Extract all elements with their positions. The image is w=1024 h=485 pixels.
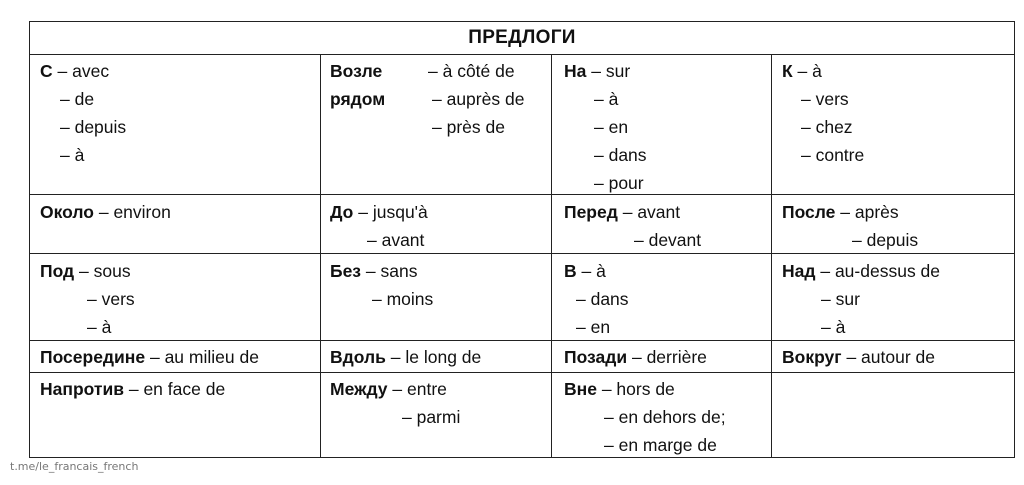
translation: au milieu de bbox=[164, 347, 259, 367]
preposition-word: Напротив bbox=[40, 379, 124, 399]
translation: – à bbox=[821, 317, 846, 337]
translation: après bbox=[854, 202, 899, 222]
translation: – depuis bbox=[60, 117, 127, 137]
preposition-word: В bbox=[564, 261, 577, 281]
translation: – contre bbox=[801, 145, 865, 165]
row-divider bbox=[30, 194, 1014, 195]
cell-mezhdu-line-1 bbox=[330, 375, 447, 403]
translation: – dans bbox=[576, 289, 629, 309]
dash: – bbox=[627, 347, 647, 367]
translation: autour de bbox=[861, 347, 935, 367]
translation: derrière bbox=[646, 347, 707, 367]
translation: le long de bbox=[405, 347, 482, 367]
prepositions-table bbox=[29, 21, 1015, 458]
dash: – bbox=[792, 61, 813, 81]
preposition-word: Позади bbox=[564, 347, 628, 367]
dash: – bbox=[576, 261, 597, 281]
dash: – bbox=[74, 261, 94, 281]
translation: entre bbox=[407, 379, 447, 399]
dash: – bbox=[145, 347, 165, 367]
dash: – bbox=[52, 61, 73, 81]
cell-vdol bbox=[330, 343, 481, 371]
preposition-word: С bbox=[40, 61, 53, 81]
cell-posle-line-1 bbox=[782, 198, 899, 226]
column-divider bbox=[771, 55, 772, 457]
translation: environ bbox=[113, 202, 171, 222]
translation: – moins bbox=[372, 289, 434, 309]
cell-v-line-1 bbox=[564, 257, 606, 285]
translation: – de bbox=[60, 89, 95, 109]
translation: en face de bbox=[143, 379, 226, 399]
translation: – avant bbox=[367, 230, 425, 250]
translation: – dans bbox=[594, 145, 647, 165]
translation: avant bbox=[637, 202, 681, 222]
cell-na-line-1 bbox=[564, 57, 630, 85]
cell-okolo-line-1 bbox=[40, 198, 171, 226]
translation: avec bbox=[72, 61, 110, 81]
cell-naprotiv-line-1 bbox=[40, 375, 225, 403]
dash: – bbox=[385, 347, 406, 367]
preposition-word: Перед bbox=[564, 202, 618, 222]
dash: – bbox=[586, 61, 606, 81]
preposition-word: рядом bbox=[330, 89, 386, 109]
translation: – en marge de bbox=[604, 435, 717, 455]
cell-pod-line-1 bbox=[40, 257, 131, 285]
cell-bez-line-1 bbox=[330, 257, 417, 285]
source-watermark: t.me/le_francais_french bbox=[10, 460, 139, 473]
dash: – bbox=[93, 202, 114, 222]
translation: – à bbox=[60, 145, 85, 165]
translation: – devant bbox=[634, 230, 702, 250]
preposition-word: Над bbox=[782, 261, 816, 281]
dash: – bbox=[387, 379, 408, 399]
preposition-word: На bbox=[564, 61, 587, 81]
dash: – bbox=[815, 261, 835, 281]
translation: sans bbox=[380, 261, 418, 281]
preposition-word: Возле bbox=[330, 61, 383, 81]
column-divider bbox=[320, 55, 321, 457]
cell-vokrug bbox=[782, 343, 935, 371]
translation: – sur bbox=[821, 289, 860, 309]
row-divider bbox=[30, 372, 1014, 373]
translation: jusqu'à bbox=[372, 202, 428, 222]
translation: – auprès de bbox=[432, 89, 525, 109]
preposition-word: Вдоль bbox=[330, 347, 386, 367]
translation: – parmi bbox=[402, 407, 461, 427]
translation: – chez bbox=[801, 117, 853, 137]
translation: sous bbox=[93, 261, 131, 281]
translation: sur bbox=[605, 61, 631, 81]
translation: – vers bbox=[801, 89, 849, 109]
preposition-word: К bbox=[782, 61, 793, 81]
preposition-word: До bbox=[330, 202, 354, 222]
translation: – à bbox=[87, 317, 112, 337]
translation: au-dessus de bbox=[834, 261, 941, 281]
cell-vne-line-1 bbox=[564, 375, 675, 403]
dash: – bbox=[835, 202, 855, 222]
preposition-word: Посередине bbox=[40, 347, 146, 367]
preposition-word: Между bbox=[330, 379, 388, 399]
translation: – depuis bbox=[852, 230, 919, 250]
preposition-word: После bbox=[782, 202, 836, 222]
translation: – en bbox=[576, 317, 611, 337]
table-title: ПРЕДЛОГИ bbox=[30, 22, 1014, 55]
dash: – bbox=[361, 261, 381, 281]
preposition-word: Вне bbox=[564, 379, 597, 399]
column-divider bbox=[551, 55, 552, 457]
translation: à bbox=[596, 261, 606, 281]
cell-pered-line-1 bbox=[564, 198, 680, 226]
row-divider bbox=[30, 340, 1014, 341]
dash: – bbox=[123, 379, 144, 399]
translation: – vers bbox=[87, 289, 135, 309]
cell-nad-line-1 bbox=[782, 257, 940, 285]
cell-do-line-1 bbox=[330, 198, 428, 226]
translation: – à bbox=[594, 89, 619, 109]
cell-pozadi bbox=[564, 343, 707, 371]
cell-k-line-1 bbox=[782, 57, 822, 85]
preposition-word: Без bbox=[330, 261, 362, 281]
translation: – près de bbox=[432, 117, 505, 137]
translation: hors de bbox=[616, 379, 675, 399]
translation: – pour bbox=[594, 173, 644, 193]
dash: – bbox=[841, 347, 862, 367]
translation: à bbox=[812, 61, 822, 81]
preposition-word: Около bbox=[40, 202, 94, 222]
cell-poseredine bbox=[40, 343, 259, 371]
preposition-word: Под bbox=[40, 261, 75, 281]
translation: – en dehors de; bbox=[604, 407, 726, 427]
preposition-word: Вокруг bbox=[782, 347, 842, 367]
dash: – bbox=[353, 202, 373, 222]
dash: – bbox=[596, 379, 617, 399]
translation: – en bbox=[594, 117, 629, 137]
cell-s-line-1 bbox=[40, 57, 109, 85]
translation: – à côté de bbox=[428, 61, 515, 81]
dash: – bbox=[617, 202, 638, 222]
